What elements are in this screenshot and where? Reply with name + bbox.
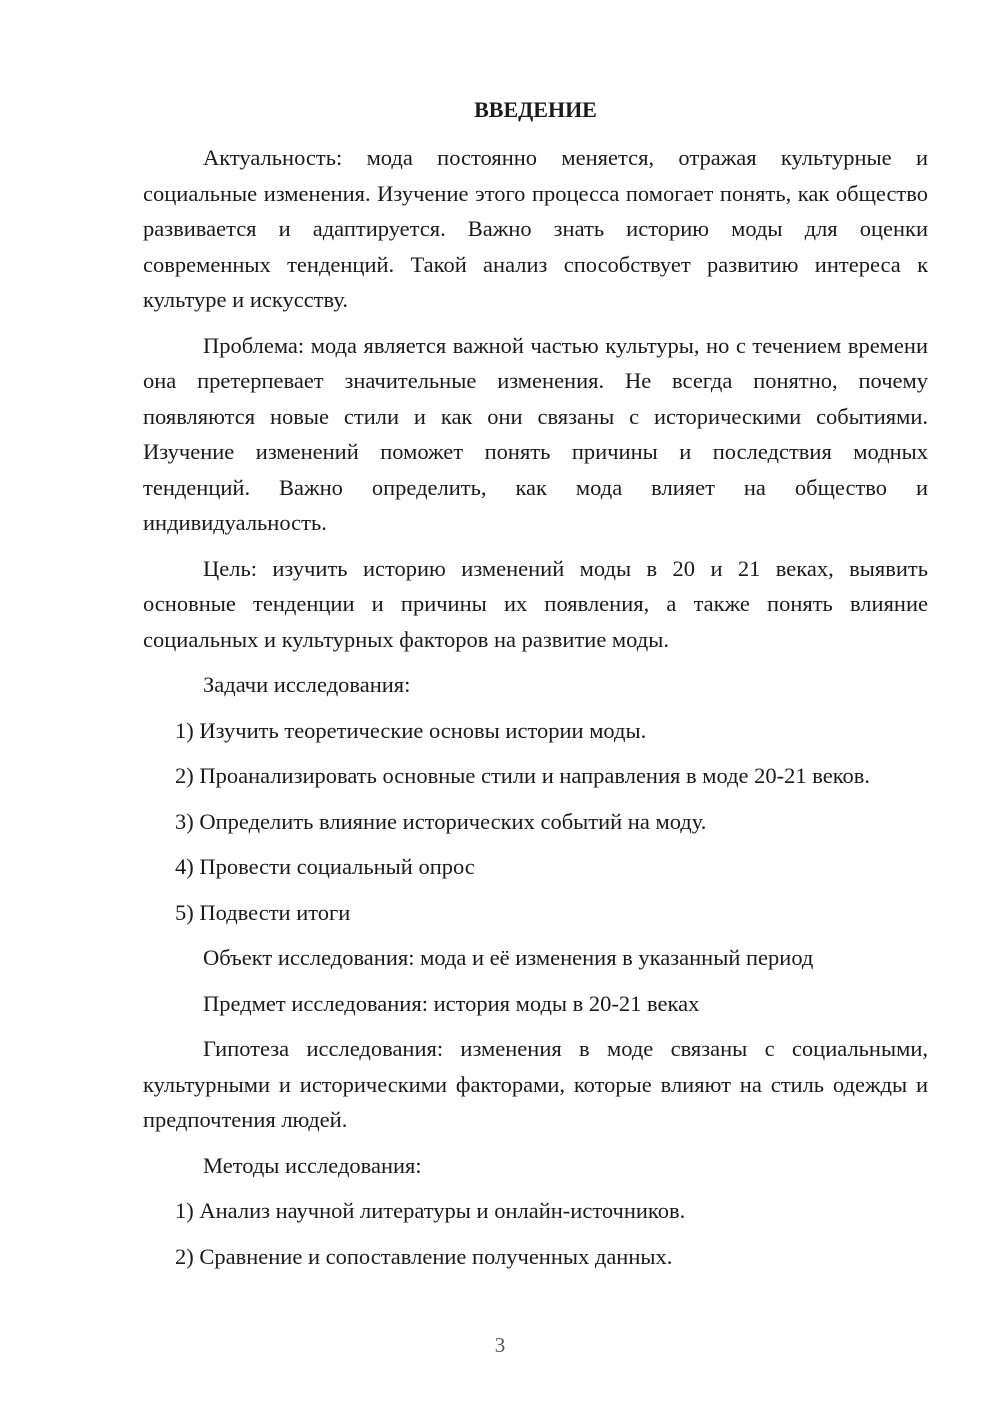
method-item-2: 2) Сравнение и сопоставление полученных данных. <box>175 1243 673 1269</box>
page-number: 3 <box>494 1333 506 1357</box>
paragraph-relevance: Актуальность: мода постоянно меняется, отражая культурные и социальные изменения. Изучение этого процесса помогает понять, как общество развивается и адаптируется. Важно знать историю моды для оценки современных тенденций. Такой анализ способствует развитию интереса к культуре и искусству. <box>143 145 928 312</box>
section-title: ВВЕДЕНИЕ <box>474 97 597 122</box>
tasks-heading: Задачи исследования: <box>203 672 411 697</box>
methods-heading: Методы исследования: <box>203 1152 422 1178</box>
task-item-2: 2) Проанализировать основные стили и направления в моде 20-21 веков. <box>175 763 871 788</box>
task-item-4: 4) Провести социальный опрос <box>175 854 475 879</box>
task-item-3: 3) Определить влияние исторических событий на моду. <box>175 808 707 834</box>
paragraph-goal: Цель: изучить историю изменений моды в 20 и 21 веках, выявить основные тенденции и причины их появления, а также понять влияние социальных и культурных факторов на развитие моды. <box>143 555 928 652</box>
task-item-1: 1) Изучить теоретические основы истории моды. <box>175 717 647 743</box>
task-item-5: 5) Подвести итоги <box>175 899 351 925</box>
method-item-1: 1) Анализ научной литературы и онлайн-источников. <box>175 1198 686 1223</box>
paragraph-hypothesis: Гипотеза исследования: изменения в моде связаны с социальными, культурными и историческими факторами, которые влияют на стиль одежды и предпочтения людей. <box>143 1036 928 1132</box>
paragraph-object: Объект исследования: мода и её изменения в указанный период <box>203 945 814 970</box>
paragraph-problem: Проблема: мода является важной частью культуры, но с течением времени она претерпевает значительные изменения. Не всегда понятно, почему появляются новые стили и как они связаны с историческими событиями. Изучение изменений поможет понять причины и последствия модных тенденций. Важно определить, как мода влияет на общество и индивидуальность. <box>143 332 928 535</box>
paragraph-subject: Предмет исследования: история моды в 20-21 веках <box>203 990 700 1016</box>
page-content <box>143 95 928 1284</box>
